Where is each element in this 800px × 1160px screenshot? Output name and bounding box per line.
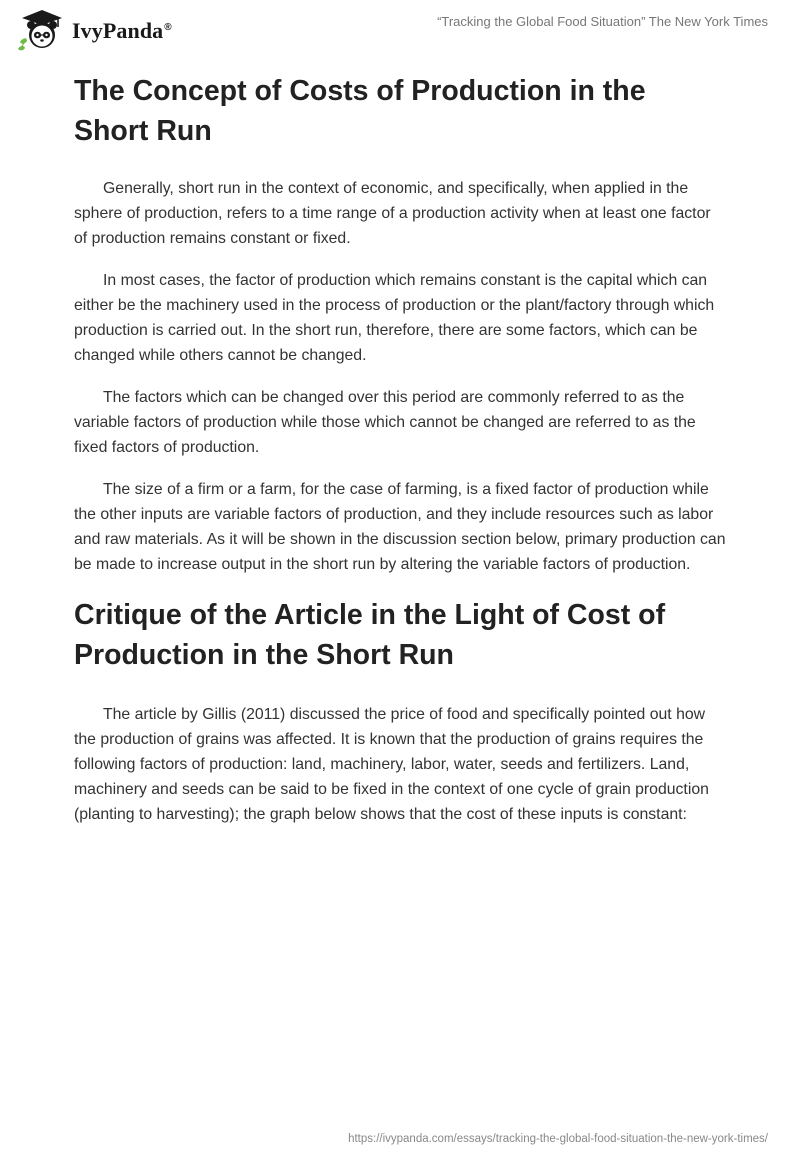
registered-mark: ®	[164, 21, 172, 33]
running-title: “Tracking the Global Food Situation” The New York Times	[437, 14, 768, 29]
section-critique	[74, 595, 726, 827]
section-heading: The Concept of Costs of Production in the Short Run	[74, 75, 646, 147]
paragraph: In most cases, the factor of production which remains constant is the capital which can either be the machinery used in the process of production or the plant/factory through which production is carried out. In the short run, therefore, there are some factors, which can be changed while others cannot be changed.	[74, 272, 715, 364]
paragraph: The size of a firm or a farm, for the case of farming, is a fixed factor of production while the other inputs are variable factors of production, and they include resources such as labor and raw materials. As it will be shown in the discussion section below, primary production can be made to increase output in the short run by altering the variable factors of production.	[74, 481, 726, 573]
paragraph: The article by Gillis (2011) discussed the price of food and specifically pointed out how the production of grains was affected. It is known that the production of grains requires the following factors of production: land, machinery, labor, water, seeds and fertilizers. Land, machinery and seeds can be said to be fixed in the context of one cycle of grain production (planting to harvesting); the graph below shows that the cost of these inputs is constant:	[74, 706, 709, 823]
panda-graduate-icon	[14, 8, 70, 52]
paragraph: Generally, short run in the context of economic, and specifically, when applied in the sphere of production, refers to a time range of a production activity when at least one factor of production remains constant or fixed.	[74, 180, 711, 247]
ivypanda-logo[interactable]	[14, 8, 172, 52]
essay-body	[74, 70, 726, 827]
section-heading: Critique of the Article in the Light of Cost of Production in the Short Run	[74, 599, 666, 671]
brand-name: IvyPanda®	[72, 18, 172, 43]
page-header	[0, 0, 800, 64]
paragraph: The factors which can be changed over this period are commonly referred to as the variable factors of production while those which cannot be changed are referred to as the fixed factors of production.	[74, 389, 696, 456]
section-concept	[74, 71, 726, 577]
source-url-link[interactable]: https://ivypanda.com/essays/tracking-the-global-food-situation-the-new-york-times/	[348, 1133, 768, 1145]
